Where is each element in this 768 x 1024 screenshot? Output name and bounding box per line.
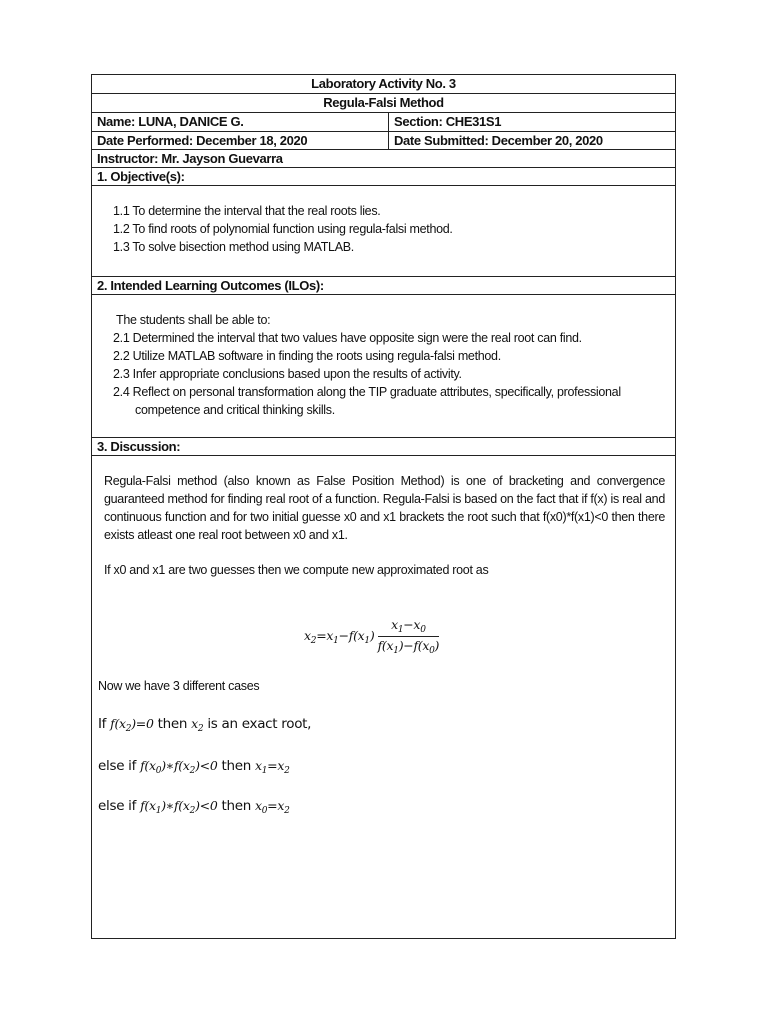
ilo-item: 2.1 Determined the interval that two values have opposite sign were the real root can find. bbox=[113, 331, 582, 345]
lab-activity-form bbox=[91, 74, 676, 939]
ilo-item: 2.2 Utilize MATLAB software in finding the roots using regula-falsi method. bbox=[113, 349, 501, 363]
objective-item: 1.1 To determine the interval that the real roots lies. bbox=[113, 204, 381, 218]
discussion-heading: 3. Discussion: bbox=[92, 438, 675, 456]
ilo-item: 2.4 Reflect on personal transformation along the TIP graduate attributes, specifically, professional bbox=[113, 385, 621, 399]
ilos-content bbox=[92, 295, 675, 438]
activity-title: Laboratory Activity No. 3 bbox=[92, 75, 675, 94]
objectives-content bbox=[92, 186, 675, 277]
objectives-heading: 1. Objective(s): bbox=[92, 168, 675, 186]
name-section-row bbox=[92, 113, 675, 132]
dates-row bbox=[92, 132, 675, 150]
case-exact-root: If $f(x_2)=0$ then $x_2$ is an exact root, bbox=[98, 716, 312, 734]
ilo-item: 2.3 Infer appropriate conclusions based upon the results of activity. bbox=[113, 367, 462, 381]
objective-item: 1.2 To find roots of polynomial function using regula-falsi method. bbox=[113, 222, 453, 236]
method-title: Regula-Falsi Method bbox=[92, 94, 675, 113]
ilos-intro: The students shall be able to: bbox=[116, 313, 271, 327]
case-update-x1: else if $f(x_0)∗f(x_2)<0$ then $x_1=x_2$ bbox=[98, 758, 290, 776]
discussion-paragraph: If x0 and x1 are two guesses then we compute new approximated root as bbox=[104, 563, 489, 577]
ilos-heading: 2. Intended Learning Outcomes (ILOs): bbox=[92, 277, 675, 295]
instructor: Instructor: Mr. Jayson Guevarra bbox=[92, 150, 675, 168]
cases-intro: Now we have 3 different cases bbox=[98, 679, 260, 693]
student-name: Name: LUNA, DANICE G. bbox=[97, 114, 244, 129]
date-submitted: Date Submitted: December 20, 2020 bbox=[388, 132, 603, 149]
case-update-x0: else if $f(x_1)∗f(x_2)<0$ then $x_0=x_2$ bbox=[98, 798, 290, 816]
ilo-item-continued: competence and critical thinking skills. bbox=[135, 403, 335, 417]
objective-item: 1.3 To solve bisection method using MATLAB. bbox=[113, 240, 354, 254]
section-field: Section: CHE31S1 bbox=[388, 113, 501, 131]
regula-falsi-formula: $x_2=x_1-f(x_1)$ $\frac{x_1-x_0}{f(x_1)-f(x_0)}$ bbox=[304, 617, 440, 656]
discussion-content bbox=[92, 456, 675, 938]
discussion-paragraph: Regula-Falsi method (also known as False Position Method) is one of bracketing and convergence guaranteed method for finding real root of a function. Regula-Falsi is based on the fact that if f(x) is real and continuous function and for two initial guesse x0 and x1 brackets the root such that f(x0)*f(x1)<0 then there exists atleast one real root between x0 and x1. bbox=[104, 474, 665, 542]
date-performed: Date Performed: December 18, 2020 bbox=[97, 133, 308, 148]
